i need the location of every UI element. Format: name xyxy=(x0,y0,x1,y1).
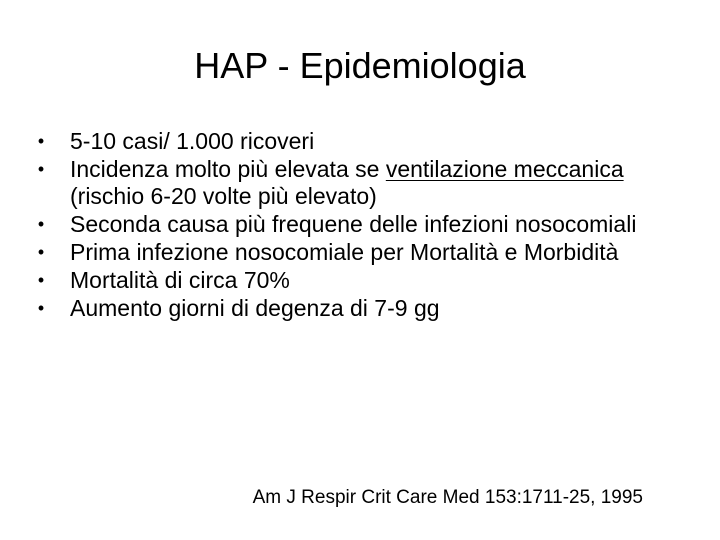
bullet-icon: • xyxy=(37,298,45,318)
bullet-list xyxy=(22,128,662,323)
bullet-item xyxy=(22,239,662,266)
bullet-icon: • xyxy=(37,159,45,179)
bullet-item xyxy=(22,128,662,155)
bullet-text: (rischio 6-20 volte più elevato) xyxy=(70,183,377,209)
bullet-item xyxy=(22,211,662,238)
bullet-item xyxy=(22,156,662,210)
bullet-text: Seconda causa più frequene delle infezioni nosocomiali xyxy=(70,211,637,237)
bullet-item xyxy=(22,295,662,322)
bullet-icon: • xyxy=(37,270,45,290)
bullet-text: Incidenza molto più elevata se xyxy=(70,156,386,182)
bullet-underlined-text: ventilazione meccanica xyxy=(385,156,624,182)
bullet-text: Aumento giorni di degenza di 7-9 gg xyxy=(70,295,440,321)
citation: Am J Respir Crit Care Med 153:1711-25, 1995 xyxy=(252,487,643,508)
slide-title: HAP - Epidemiologia xyxy=(194,45,526,86)
bullet-text: Prima infezione nosocomiale per Mortalità e Morbidità xyxy=(70,239,619,265)
bullet-text: 5-10 casi/ 1.000 ricoveri xyxy=(70,128,315,154)
bullet-text: Mortalità di circa 70% xyxy=(70,267,290,293)
bullet-icon: • xyxy=(37,242,45,262)
bullet-icon: • xyxy=(37,214,45,234)
bullet-icon: • xyxy=(37,131,45,151)
bullet-item xyxy=(22,267,662,294)
